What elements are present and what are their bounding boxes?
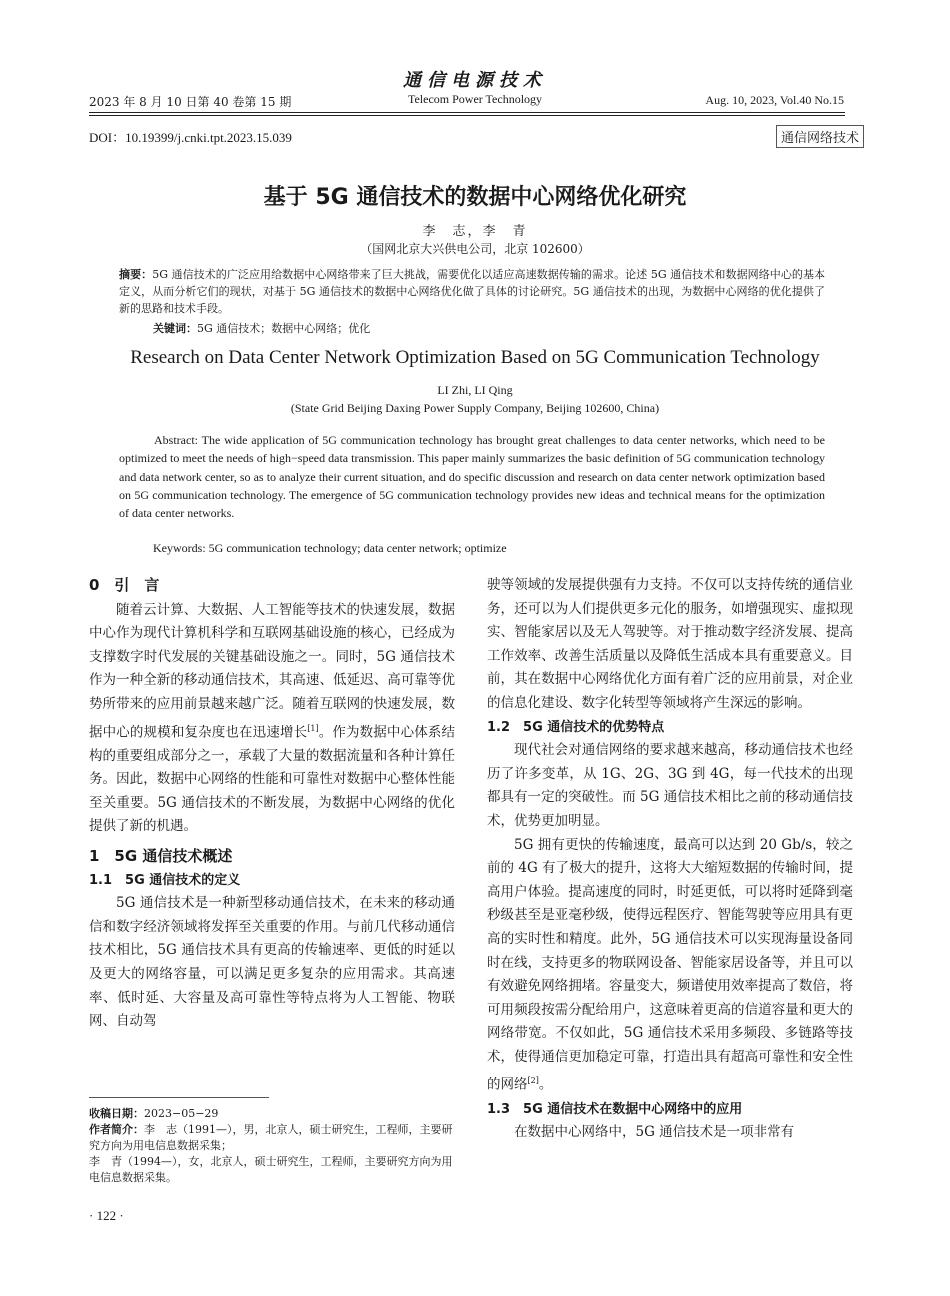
author-bio: 李 志（1991—），男，北京人，硕士研究生，工程师，主要研究方向为用电信息数据采集； xyxy=(89,1123,453,1152)
issue-info: 2023 年 8 月 10 日第 40 卷第 15 期 xyxy=(89,95,292,109)
paragraph xyxy=(487,834,853,1098)
paragraph-text: 。 xyxy=(538,1076,553,1093)
paragraph: 现代社会对通信网络的要求越来越高，移动通信技术也经历了许多变革，从 1G、2G、3G 到 4G，每一代技术的出现都具有一定的突破性。而 5G 通信技术相比之前的移动通信技术，优势更加明显。 xyxy=(487,742,853,829)
page-number: · 122 · xyxy=(89,1208,124,1223)
abstract-cn xyxy=(119,266,825,317)
subsection-heading: 1.3 5G 通信技术在数据中心网络中的应用 xyxy=(487,1101,743,1117)
keywords-cn-label: 关键词： xyxy=(153,322,197,335)
keywords-en: Keywords: 5G communication technology; data center network; optimize xyxy=(153,541,507,555)
abstract-cn-text: 5G 通信技术的广泛应用给数据中心网络带来了巨大挑战，需要优化以适应高速数据传输的需求。论述 5G 通信技术和数据网络中心的基本定义，从而分析它们的现状，对基于 5G 通信技术的数据中心网络优化做了具体的讨论研究。5G 通信技术的出现，为数据中心网络的优化提供了新的思路和技术手段。 xyxy=(119,268,826,315)
received-label: 收稿日期： xyxy=(89,1107,144,1120)
journal-name-en: Telecom Power Technology xyxy=(407,92,543,106)
footnote xyxy=(89,1106,455,1186)
keywords-cn xyxy=(153,320,370,336)
paragraph: 在数据中心网络中，5G 通信技术是一项非常有 xyxy=(514,1124,795,1141)
journal-logo: 通信电源技术 xyxy=(403,70,547,91)
author-bio: 李 青（1994—），女，北京人，硕士研究生，工程师，主要研究方向为用电信息数据采集。 xyxy=(89,1155,453,1184)
paragraph xyxy=(89,599,455,839)
bio-label: 作者简介： xyxy=(89,1123,144,1136)
affiliation-en: (State Grid Beijing Daxing Power Supply Company, Beijing 102600, China) xyxy=(290,401,660,415)
abstract-cn-label: 摘要： xyxy=(119,268,153,281)
body-column-left xyxy=(89,574,455,1034)
issue-info-en: Aug. 10, 2023, Vol.40 No.15 xyxy=(705,93,844,107)
section-heading: 0 引 言 xyxy=(89,576,160,594)
body-column-right xyxy=(487,574,853,1145)
paragraph-text: 5G 拥有更快的传输速度，最高可以达到 20 Gb/s，较之前的 4G 有了极大的提升，这将大大缩短数据的传输时间，提高用户体验。提高速度的同时，时延更低，可以将时延降到毫秒级甚至是亚毫秒级，使得远程医疗、智能驾驶等应用具有更高的实时性和精度。此外，5G 通信技术可以实现海量设备同时在线，支持更多的物联网设备、智能家居设备等，并且可以有效避免网络拥堵。容量变大，频谱使用效率提高了数倍，将可用频段按需分配给用户，这意味着更高的信道容量和更大的网络带宽。不仅如此，5G 通信技术采用多频段、多链路等技术，使得通信更加稳定可靠，打造出具有超高可靠性和安全性的网络 xyxy=(487,836,853,1093)
section-tag: 通信网络技术 xyxy=(776,125,864,148)
paper-title-en: Research on Data Center Network Optimization Based on 5G Communication Technology xyxy=(130,347,820,368)
section-heading: 1 5G 通信技术概述 xyxy=(89,847,233,866)
paragraph-text: 。作为数据中心体系结构的重要组成部分之一，承载了大量的数据流量和各种计算任务。因此，数据中心网络的性能和可靠性对数据中心整体性能至关重要。5G 通信技术的不断发展，为数据中心网络的优化提供了新的机遇。 xyxy=(89,724,455,835)
paragraph-text: 随着云计算、大数据、人工智能等技术的快速发展，数据中心作为现代计算机科学和互联网基础设施的核心，已经成为支撑数字时代发展的关键基础设施之一。同时，5G 通信技术作为一种全新的移动通信技术，其高速、低延迟、高可靠等优势所带来的应用前景越来越广泛。随着互联网的快速发展，数据中心的规模和复杂度也在迅速增长 xyxy=(89,601,455,741)
subsection-heading: 1.1 5G 通信技术的定义 xyxy=(89,872,241,888)
authors: 李 志，李 青 xyxy=(422,224,528,239)
footnote-rule xyxy=(89,1097,269,1098)
abstract-en: Abstract: The wide application of 5G communication technology has brought great challenges to data center networks, which need to be optimized to meet the needs of high−speed data transmission. This paper mainly summarizes the basic definition of 5G communication technology and data network center, so as to analyze their current situation, and do specific discussion and research on data center network optimization based on 5G communication technology. The emergence of 5G communication technology provides new ideas and technical means for the optimization of data center networks. xyxy=(119,433,825,521)
citation: [1] xyxy=(307,723,319,733)
doi: DOI：10.19399/j.cnki.tpt.2023.15.039 xyxy=(89,130,292,145)
received-date: 2023−05−29 xyxy=(144,1107,219,1120)
header-rule xyxy=(89,115,845,116)
authors-en: LI Zhi, LI Qing xyxy=(437,383,513,397)
paper-title: 基于 5G 通信技术的数据中心网络优化研究 xyxy=(263,185,687,210)
citation: [2] xyxy=(527,1076,539,1086)
paragraph: 5G 通信技术是一种新型移动通信技术，在未来的移动通信和数字经济领域将发挥至关重要的作用。与前几代移动通信技术相比，5G 通信技术具有更高的传输速率、更低的时延以及更大的网络容量，可以满足更多复杂的应用需求。其高速率、低时延、大容量及高可靠性等特点将为人工智能、物联网、自动驾 xyxy=(89,895,455,1030)
header-rule xyxy=(89,112,845,113)
paragraph: 驶等领域的发展提供强有力支持。不仅可以支持传统的通信业务，还可以为人们提供更多元化的服务，如增强现实、虚拟现实、智能家居以及无人驾驶等。对于推动数字经济发展、提高工作效率、改善生活质量以及降低生活成本具有重要意义。目前，其在数据中心网络优化方面有着广泛的应用前景，对企业的信息化建设、数字化转型等领域将产生深远的影响。 xyxy=(487,577,853,711)
subsection-heading: 1.2 5G 通信技术的优势特点 xyxy=(487,719,665,735)
affiliation: （国网北京大兴供电公司，北京 102600） xyxy=(360,242,590,256)
keywords-cn-text: 5G 通信技术；数据中心网络；优化 xyxy=(197,322,371,335)
